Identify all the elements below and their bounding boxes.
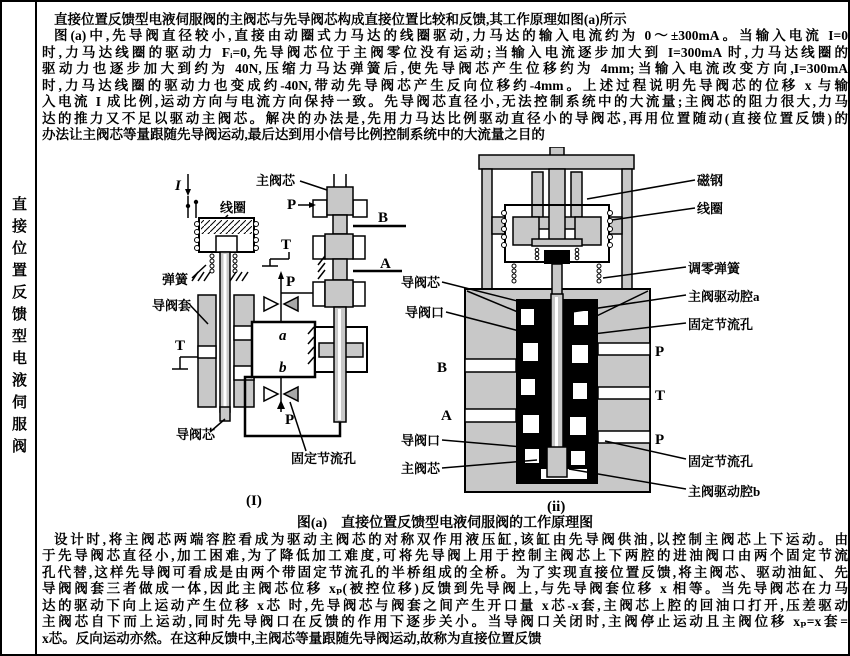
port-b-label: B (378, 210, 389, 226)
text-line: x芯。反向运动亦然。在这种反馈中,主阀芯等量跟随先导阀运动,故称为直接位置反馈 (42, 630, 542, 646)
figure-caption: 图(a) 直接位置反馈型电液伺服阀的工作原理图 (296, 516, 594, 531)
pilot-sleeve-label: 导阀套 (152, 298, 192, 313)
port-t1-label: T (281, 237, 292, 253)
pilot-spool-label: 导阀芯 (401, 275, 441, 290)
port-a-label: A (441, 408, 452, 424)
text-line: 时,力马达线圈的驱动力 Fᵢ=0,先导阀芯位于主阀零位没有运动;当输入电流逐步加大到 I=300mA 时,力马达线圈的 (42, 44, 848, 60)
coil-label: 线圈 (697, 201, 724, 216)
port-b-label: B (437, 360, 448, 376)
port-p-top-label: P (655, 344, 665, 360)
arrow-up-icon (278, 271, 284, 279)
text-line: 孔代替,这样先导阀可看成是由两个带固定节流孔的半桥组成的全桥。为了实现直接位置反馈,将主阀芯、驱动油缸、先 (42, 564, 848, 580)
text-line: 时,力马达线圈的驱动力也变成约-40N,带动先导阀芯产生反向位移约-4mm。上述过程说明先导阀芯的位移 x 与输 (42, 77, 848, 93)
text-line: 达的推力又不足以驱动主阀芯。解决的办法是,先用力马达比例驱动直径小的导阀芯,再用位置随动(直接位置反馈)的 (42, 110, 848, 126)
zero-spring-label: 调零弹簧 (688, 261, 741, 276)
pilot-port-bottom-label: 导阀口 (401, 433, 441, 448)
subfigure-number-ii: (ii) (547, 499, 566, 515)
motor-top-bar (479, 155, 634, 169)
text-line: 入电流 I 成比例,运动方向与电流方向保持一致。先导阀芯直径小,无法控制系统中的大流量;主阀芯的阻力很大,力马 (42, 94, 848, 110)
orifice-symbol (284, 387, 298, 401)
port-a-label: A (380, 256, 391, 272)
tank-symbol (172, 357, 198, 369)
diagram-ii-cross-section (397, 147, 850, 519)
text-line: 图(a)中,先导阀直径较小,直接由动圈式力马达的线圈驱动,力马达的输入电流约为 0～±300mA。当输入电流 I=0 (54, 28, 848, 44)
coil-label: 线圈 (220, 200, 247, 215)
spring-assembly (162, 254, 248, 287)
orifice-label: 固定节流孔 (291, 451, 357, 466)
port-p1-label: P (287, 197, 297, 213)
text-line: 直接位置反馈型电液伺服阀的主阀芯与先导阀芯构成直接位置比较和反馈,其工作原理如图(a)所示 (54, 12, 627, 27)
body-paragraph (42, 532, 848, 647)
main-spool-label: 主阀芯 (401, 461, 441, 476)
drive-chamber-b-label: 主阀驱动腔b (688, 484, 761, 499)
text-line: 于先导阀芯直径小,加工困难,为了降低加工难度,可将先导阀上用于控制主阀芯上下两腔的进油阀口由两个固定节流 (42, 548, 848, 564)
text-line: 导阀阀套三者做成一体,因此主阀芯位移 xₚ(被控位移)反馈到先导阀上,与先导阀套位移 x 相等。当先导阀芯在力马 (42, 581, 848, 597)
text-line: 主阀芯自下而上运动,同时先导阀口在反馈的作用下逐步关小。当导阀口关闭时,主阀停止运动且主阀位移 xₚ=x套= (42, 614, 848, 630)
text-line: 驱动力也逐步加大到约为 40N,压缩力马达弹簧后,使先导阀芯产生位移约为 4mm;当输入电流改变方向,I=300mA (42, 61, 848, 77)
text-line: 达的驱动下向上运动产生位移 x芯 时,先导阀芯与阀套之间产生开口量 x芯-x套,主阀芯上腔的回油口打开,压差驱动 (42, 597, 848, 613)
magnet-label: 磁钢 (697, 173, 724, 188)
port-channel-t (598, 387, 650, 399)
port-t-label: T (655, 388, 666, 404)
pilot-port-top-label: 导阀口 (405, 305, 445, 320)
port-p2-label: P (286, 274, 296, 290)
current-input (174, 174, 198, 218)
port-p3-label: P (285, 412, 295, 428)
orifice-symbol (264, 297, 278, 311)
orifice-symbol (264, 387, 278, 401)
port-channel-b (465, 359, 516, 372)
main-spool (256, 173, 406, 307)
drive-chamber-a-label: 主阀驱动腔a (688, 289, 760, 304)
pilot-spool-tip (220, 407, 230, 421)
sidebar-title: 直接位置反馈型电液伺服阀 (10, 196, 26, 460)
text-line: 设计时,将主阀芯两端容腔看成为驱动主阀芯的对称双作用液压缸,该缸由先导阀供油,以控制主阀芯上下运动。由 (54, 532, 848, 547)
port-channel-a (465, 409, 516, 422)
spool-end (547, 447, 567, 477)
spring-label: 弹簧 (162, 272, 189, 287)
text-line: 办法让主阀芯等量跟随先导阀运动,最后达到用小信号比例控制系统中的大流量之目的 (42, 127, 545, 143)
main-spool-label: 主阀芯 (256, 173, 296, 188)
spring-seat-plate (532, 239, 582, 246)
port-p-bottom-label: P (655, 432, 665, 448)
arrow-up-icon (277, 400, 285, 409)
coil-assembly (195, 200, 259, 252)
valve-body (465, 264, 650, 492)
orifice-top-label: 固定节流孔 (688, 317, 754, 332)
sidebar-title-strip (2, 2, 37, 654)
tank-port-label: T (175, 338, 186, 354)
port-channel-p (598, 343, 650, 355)
current-label: I (175, 178, 181, 194)
pilot-rod (552, 264, 562, 296)
tank-symbol (262, 252, 289, 266)
orifice-symbol (284, 297, 298, 311)
chamber-a-label: a (279, 328, 287, 344)
chamber-b-label: b (279, 360, 287, 376)
orifice-bottom-label: 固定节流孔 (688, 454, 754, 469)
pilot-spool-label: 导阀芯 (176, 427, 216, 442)
intro-paragraph (42, 12, 848, 144)
subfigure-number-i: (I) (246, 493, 262, 509)
